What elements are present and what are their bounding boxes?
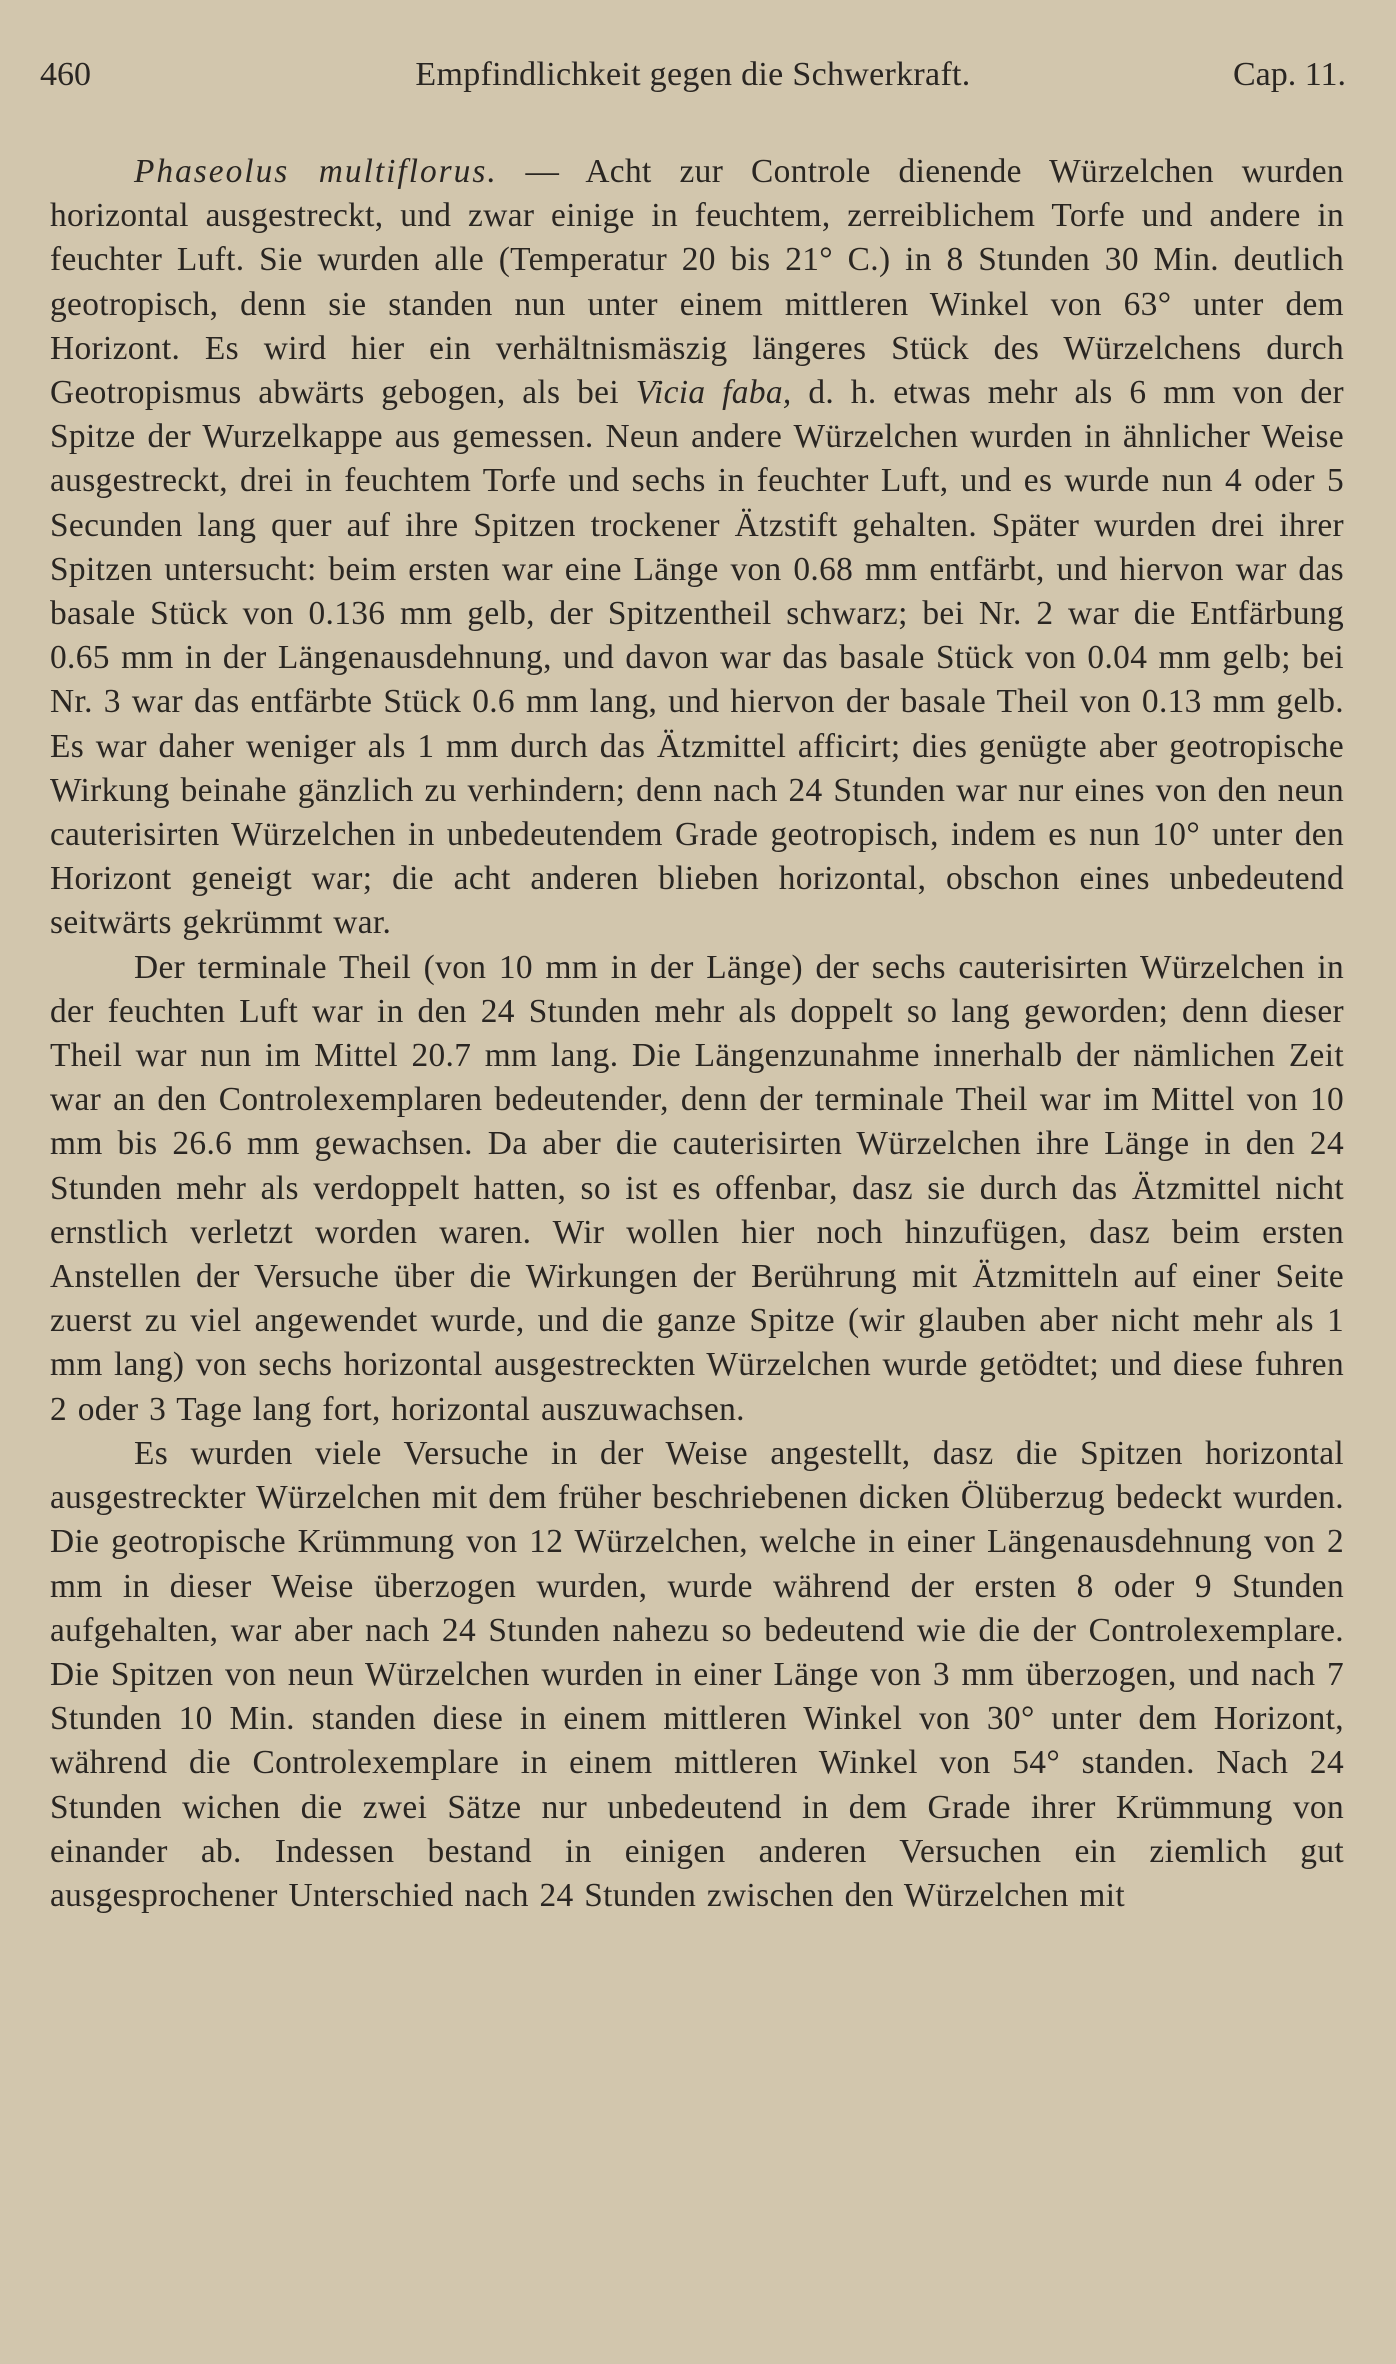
species-vicia: Vicia faba, [635,374,792,412]
running-header [40,56,1346,106]
page-number: 460 [40,56,91,93]
chapter-label: Cap. 11. [1232,56,1346,93]
paragraph-1-text-b: d. h. etwas mehr als 6 mm von der Spitze der Wurzelkappe aus gemessen. Neun andere Würzelchen wurden in ähnlicher Weise ausgestreckt, drei in feuchtem Torfe und sechs in feuchter Luft, und es wurde nun 4 oder 5 Secunden lang quer auf ihre Spitzen trockener Ätzstift gehalten. Später wurden drei ihrer Spitzen untersucht: beim ersten war eine Länge von 0.68 mm entfärbt, und hiervon war das basale Stück von 0.136 mm gelb, der Spitzentheil schwarz; bei Nr. 2 war die Entfärbung 0.65 mm in der Längenausdehnung, und davon war das basale Stück von 0.04 mm gelb; bei Nr. 3 war das entfärbte Stück 0.6 mm lang, und hiervon der basale Theil von 0.13 mm gelb. Es war daher weniger als 1 mm durch das Ätzmittel afficirt; dies genügte aber geotropische Wirkung beinahe gänzlich zu verhindern; denn nach 24 Stunden war nur eines von den neun cauterisirten Würzelchen in unbedeutendem Grade geotropisch, indem es nun 10° unter den Horizont geneigt war; die acht anderen blieben horizontal, obschon eines unbedeutend seitwärts gekrümmt war. [50,374,1344,942]
paragraph-2: Der terminale Theil (von 10 mm in der Länge) der sechs cauterisirten Würzelchen in der feuchten Luft war in den 24 Stunden mehr als doppelt so lang geworden; denn dieser Theil war nun im Mittel 20.7 mm lang. Die Längenzunahme innerhalb der nämlichen Zeit war an den Controlexemplaren bedeutender, denn der terminale Theil war im Mittel von 10 mm bis 26.6 mm gewachsen. Da aber die cauterisirten Würzelchen ihre Länge in den 24 Stunden mehr als verdoppelt hatten, so ist es offenbar, dasz sie durch das Ätzmittel nicht ernstlich verletzt worden waren. Wir wollen hier noch hinzufügen, dasz beim ersten Anstellen der Versuche über die Wirkungen der Berührung mit Ätzmitteln auf einer Seite zuerst zu viel angewendet wurde, und die ganze Spitze (wir glauben aber nicht mehr als 1 mm lang) von sechs horizontal ausgestreckten Würzelchen wurde getödtet; und diese fuhren 2 oder 3 Tage lang fort, horizontal auszuwachsen. [50,948,1344,1428]
page-body [50,150,1344,1918]
paragraph-3: Es wurden viele Versuche in der Weise angestellt, dasz die Spitzen horizontal ausgestreckter Würzelchen mit dem früher beschriebenen dicken Ölüberzug bedeckt wurden. Die geotropische Krümmung von 12 Würzelchen, welche in einer Längenausdehnung von 2 mm in dieser Weise überzogen wurden, wurde während der ersten 8 oder 9 Stunden aufgehalten, war aber nach 24 Stunden nahezu so bedeutend wie die der Controlexemplare. Die Spitzen von neun Würzelchen wurden in einer Länge von 3 mm überzogen, und nach 7 Stunden 10 Min. standen diese in einem mittleren Winkel von 30° unter dem Horizont, während die Controlexemplare in einem mittleren Winkel von 54° standen. Nach 24 Stunden wichen die zwei Sätze nur unbedeutend in dem Grade ihrer Krümmung von einander ab. Indessen bestand in einigen anderen Versuchen ein ziemlich gut ausgesprochener Unterschied nach 24 Stunden zwischen den Würzelchen mit [50,1434,1344,1914]
paragraph-1-text-a: — Acht zur Controle dienende Würzelchen wurden horizontal ausgestreckt, und zwar einige in feuchtem, zerreiblichem Torfe und andere in feuchter Luft. Sie wurden alle (Temperatur 20 bis 21° C.) in 8 Stunden 30 Min. deutlich geotropisch, denn sie standen nun unter einem mittleren Winkel von 63° unter dem Horizont. Es wird hier ein verhältnismäszig längeres Stück des Würzelchens durch Geotropismus abwärts gebogen, als bei [50,153,1344,412]
paragraph-1 [50,150,1344,946]
running-title: Empfindlichkeit gegen die Schwerkraft. [415,56,971,93]
species-name: Phaseolus multiflorus. [134,153,498,190]
